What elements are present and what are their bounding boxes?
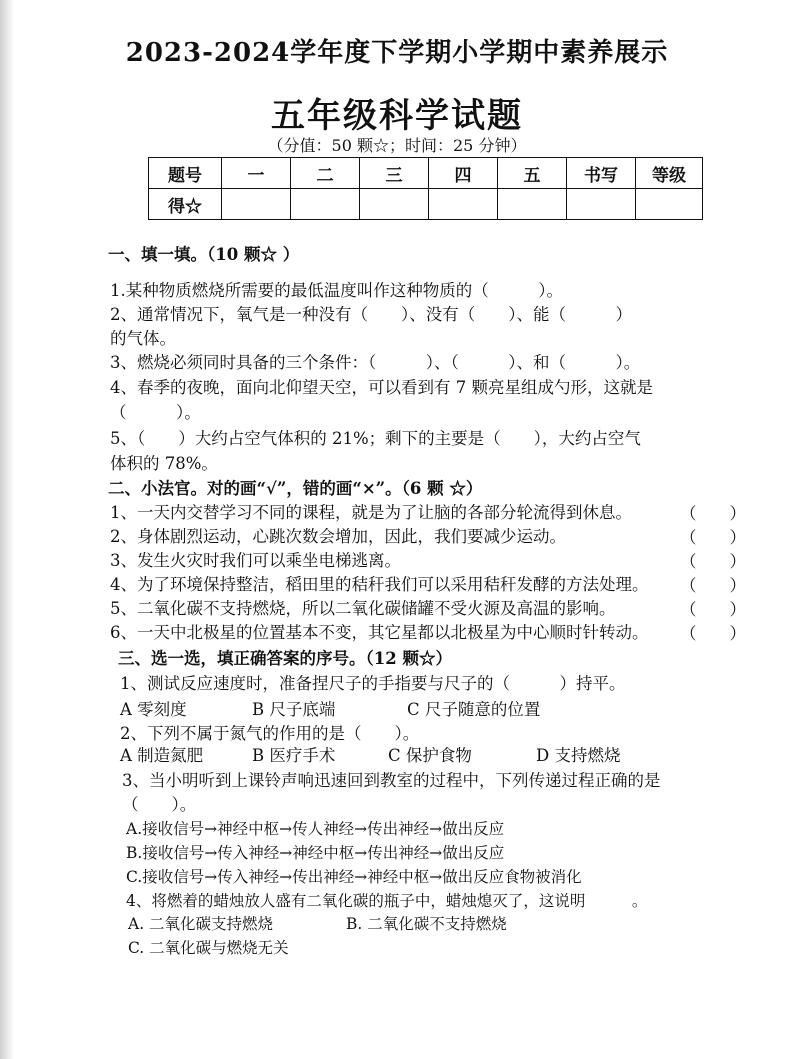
- judge-item-1: 1、一天内交替学习不同的课程，就是为了让脑的各部分轮流得到休息。: [110, 503, 632, 522]
- score-header-row: [149, 158, 703, 189]
- question-1-5-cont: 体积的 78%。: [110, 454, 218, 473]
- option-a[interactable]: A 制造氮肥: [120, 746, 204, 765]
- question-1-5: 5、（ ）大约占空气体积的 21%；剩下的主要是（ ），大约占空气: [110, 429, 641, 448]
- answer-blank[interactable]: （ ）: [680, 600, 746, 619]
- answer-blank[interactable]: （ ）: [680, 552, 746, 571]
- exam-info: （分值：50 颗☆；时间：25 分钟）: [267, 136, 527, 155]
- option-a[interactable]: A.接收信号→神经中枢→传人神经→传出神经→做出反应: [126, 820, 505, 838]
- score-blank[interactable]: [291, 189, 360, 220]
- section2-heading: 二、小法官。对的画“√”，错的画“×”。（6 颗 ☆）: [108, 479, 483, 498]
- score-blank[interactable]: [429, 189, 498, 220]
- table-cell: 等级: [636, 158, 703, 189]
- score-table: [148, 157, 703, 220]
- choice-options-4: [128, 913, 507, 935]
- choice-options-2: [120, 745, 620, 767]
- table-cell: 书写: [567, 158, 636, 189]
- judge-item-6: 6、一天中北极星的位置基本不变，其它星都以北极星为中心顺时针转动。: [110, 623, 649, 642]
- score-blank[interactable]: [567, 189, 636, 220]
- judge-item-2: 2、身体剧烈运动，心跳次数会增加，因此，我们要减少运动。: [110, 527, 566, 546]
- option-a[interactable]: A 零刻度: [120, 700, 187, 719]
- choice-question-3-cont: （ ）。: [122, 795, 197, 814]
- choice-options-1: [120, 699, 540, 721]
- question-1-3: 3、燃烧必须同时具备的三个条件：（ ）、（ ）、和（ ）。: [110, 353, 641, 372]
- question-1-4-cont: （ ）。: [110, 403, 201, 422]
- score-blank[interactable]: [222, 189, 291, 220]
- section1-heading: 一、填一填。（10 颗☆ ）: [108, 245, 300, 264]
- option-b[interactable]: B.接收信号→传入神经→神经中枢→传出神经→做出反应: [126, 844, 505, 862]
- option-c[interactable]: C 尺子随意的位置: [407, 700, 541, 719]
- score-blank[interactable]: [360, 189, 429, 220]
- table-cell: 得☆: [149, 189, 222, 220]
- answer-blank[interactable]: （ ）: [680, 576, 746, 595]
- exam-title: 2023-2024学年度下学期小学期中素养展示: [125, 38, 669, 68]
- answer-blank[interactable]: （ ）: [680, 624, 746, 643]
- option-c[interactable]: C 保护食物: [388, 746, 472, 765]
- section3-heading: 三、选一选，填正确答案的序号。（12 颗☆）: [118, 649, 452, 668]
- table-cell: 二: [291, 158, 360, 189]
- question-1-1: 1.某种物质燃烧所需要的最低温度叫作这种物质的（ ）。: [110, 281, 563, 300]
- table-cell: 五: [498, 158, 567, 189]
- answer-blank[interactable]: （ ）: [680, 504, 746, 523]
- question-1-4: 4、春季的夜晚，面向北仰望天空，可以看到有 7 颗亮星组成勺形，这就是: [110, 378, 653, 397]
- option-c[interactable]: C. 二氧化碳与燃烧无关: [128, 939, 289, 957]
- option-a[interactable]: A. 二氧化碳支持燃烧: [128, 915, 274, 933]
- choice-question-1: 1、测试反应速度时，准备捏尺子的手指要与尺子的（ ）持平。: [120, 674, 626, 693]
- table-cell: 四: [429, 158, 498, 189]
- scan-shadow: [0, 0, 14, 1059]
- judge-item-5: 5、二氧化碳不支持燃烧，所以二氧化碳储罐不受火源及高温的影响。: [110, 599, 616, 618]
- option-b[interactable]: B. 二氧化碳不支持燃烧: [346, 915, 507, 933]
- table-cell: 一: [222, 158, 291, 189]
- option-b[interactable]: B 医疗手术: [252, 746, 336, 765]
- choice-question-3: 3、当小明听到上课铃声响迅速回到教室的过程中，下列传递过程正确的是: [122, 771, 661, 790]
- question-1-2-cont: 的气体。: [110, 329, 176, 348]
- question-1-2: 2、通常情况下，氧气是一种没有（ ）、没有（ ）、能（ ）: [110, 305, 632, 324]
- subject-title: 五年级科学试题: [271, 96, 523, 136]
- judge-item-3: 3、发生火灾时我们可以乘坐电梯逃离。: [110, 551, 401, 570]
- score-blank[interactable]: [498, 189, 567, 220]
- choice-question-4: 4、将燃着的蜡烛放人盛有二氧化碳的瓶子中，蜡烛熄灭了，这说明 。: [126, 892, 648, 910]
- option-c[interactable]: C.接收信号→传入神经→传出神经→神经中枢→做出反应食物被消化: [126, 868, 582, 886]
- table-cell: 题号: [149, 158, 222, 189]
- option-d[interactable]: D 支持燃烧: [536, 746, 621, 765]
- answer-blank[interactable]: （ ）: [680, 528, 746, 547]
- table-cell: 三: [360, 158, 429, 189]
- option-b[interactable]: B 尺子底端: [252, 700, 336, 719]
- judge-item-4: 4、为了环境保持整洁，稻田里的秸秆我们可以采用秸秆发酵的方法处理。: [110, 575, 649, 594]
- score-blank[interactable]: [636, 189, 703, 220]
- score-value-row: [149, 189, 703, 220]
- choice-question-2: 2、下列不属于氮气的作用的是（ ）。: [120, 724, 420, 743]
